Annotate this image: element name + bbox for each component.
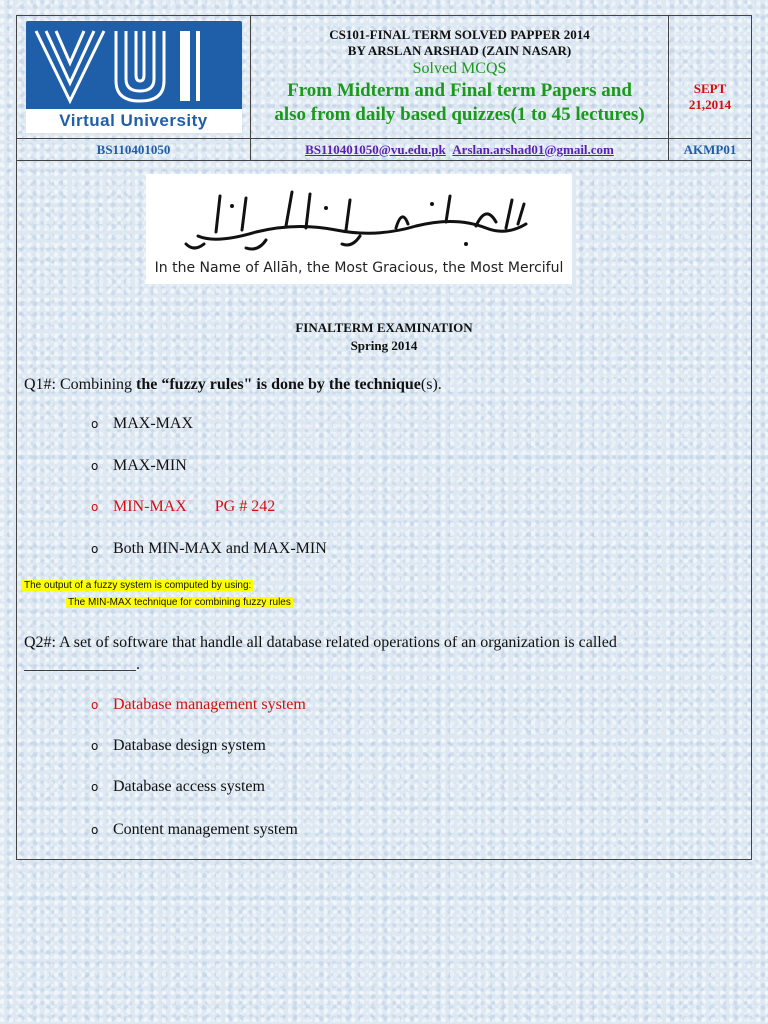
q1-option-2 <box>91 457 187 475</box>
email-cell <box>251 139 669 161</box>
vu-logo <box>26 21 242 133</box>
vu-logo-mark-icon <box>30 25 238 107</box>
q1-option-4-label: Both MIN-MAX and MAX-MIN <box>113 540 327 557</box>
bullet-icon: o <box>91 500 99 514</box>
exam-term: Spring 2014 <box>350 338 418 353</box>
student-id: BS110401050 <box>17 139 251 161</box>
logo-text: Virtual University <box>26 109 242 133</box>
q2-option-4 <box>91 821 298 839</box>
q2-option-3 <box>91 778 265 796</box>
title-cell <box>251 16 669 139</box>
q1-option-3-label: MIN-MAX <box>113 498 187 515</box>
answer-page-ref: PG # 242 <box>214 498 276 515</box>
paper-title: CS101-FINAL TERM SOLVED PAPPER 2014 <box>329 27 590 42</box>
bullet-icon: o <box>91 739 99 753</box>
q2-option-2-label: Database design system <box>113 737 266 754</box>
question-1-suffix: (s). <box>420 376 442 393</box>
bismillah-image <box>146 174 572 284</box>
header-table <box>16 15 752 161</box>
question-1 <box>24 374 724 396</box>
paper-source-line1: From Midterm and Final term Papers and <box>287 80 632 101</box>
question-1-bold: the “fuzzy rules" is done by the technique <box>136 376 421 393</box>
bullet-icon: o <box>91 780 99 794</box>
q1-option-1 <box>91 415 193 433</box>
q2-option-1-answer <box>91 696 306 714</box>
q2-option-4-label: Content management system <box>113 821 298 838</box>
date-day-year: 21,2014 <box>688 97 732 112</box>
q1-explanation-line1: The output of a fuzzy system is computed by using: <box>24 580 252 591</box>
logo-cell <box>17 16 251 139</box>
author-code: AKMP01 <box>669 139 752 161</box>
exam-title: FINALTERM EXAMINATION <box>295 320 473 335</box>
bullet-icon: o <box>91 417 99 431</box>
bismillah-translation: In the Name of Allāh, the Most Gracious, the Most Merciful <box>154 260 564 276</box>
q1-option-1-label: MAX-MAX <box>113 415 193 432</box>
q1-option-2-label: MAX-MIN <box>113 457 187 474</box>
email-link-gmail[interactable]: Arslan.arshad01@gmail.com <box>452 141 614 157</box>
q2-option-2 <box>91 737 266 755</box>
bullet-icon: o <box>91 698 99 712</box>
bismillah-calligraphy-icon <box>146 174 572 260</box>
q1-option-4 <box>91 540 327 558</box>
bullet-icon: o <box>91 542 99 556</box>
bullet-icon: o <box>91 459 99 473</box>
paper-author: BY ARSLAN ARSHAD (ZAIN NASAR) <box>347 43 572 58</box>
paper-source-line2: also from daily based quizzes(1 to 45 lectures) <box>274 104 645 125</box>
question-2-text: Q2#: A set of software that handle all database related operations of an organization is called <box>24 634 617 651</box>
q2-option-3-label: Database access system <box>113 778 265 795</box>
question-1-prefix: Q1#: Combining <box>24 376 137 393</box>
q2-option-1-label: Database management system <box>113 696 306 713</box>
q1-option-3-answer <box>91 498 275 516</box>
date-cell <box>669 16 752 139</box>
paper-subtitle: Solved MCQS <box>412 60 507 77</box>
email-link-vu[interactable]: BS110401050@vu.edu.pk <box>305 141 446 157</box>
question-2 <box>24 632 724 676</box>
question-2-blank: ______________. <box>24 656 140 673</box>
bullet-icon: o <box>91 823 99 837</box>
q1-explanation-line2: The MIN-MAX technique for combining fuzzy rules <box>68 597 291 608</box>
date-month: SEPT <box>693 81 727 96</box>
